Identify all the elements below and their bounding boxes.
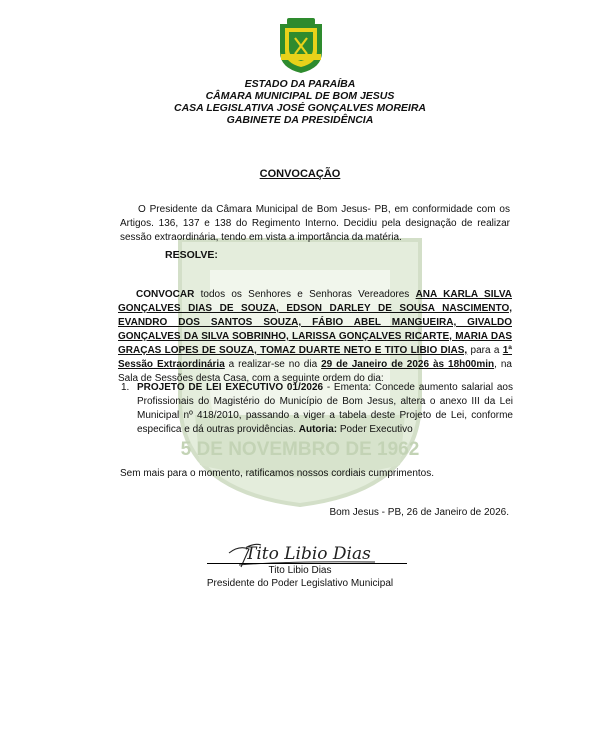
svg-text:Tito Libio Dias: Tito Libio Dias (245, 544, 371, 564)
watermark-text: 5 DE NOVEMBRO DE 1962 (180, 439, 420, 460)
agenda-item-title: PROJETO DE LEI EXECUTIVO 01/2026 (137, 382, 324, 393)
municipal-crest-logo (277, 18, 325, 74)
intro-paragraph: O Presidente da Câmara Municipal de Bom Jesus- PB, em conformidade com os Artigos. 136, 137 e 138 do Regimento Interno. Decidiu pela designação de realizar sessão extraordinária, tendo em vista a importância da matéria. (120, 204, 510, 243)
closing-text: Sem mais para o momento, ratificamos nossos cordiais cumprimentos. (120, 468, 435, 479)
header-office: GABINETE DA PRESIDÊNCIA (226, 114, 374, 126)
agenda-list (121, 381, 513, 437)
agenda-item-author-label: Autoria: (298, 424, 338, 435)
header-house: CASA LEGISLATIVA JOSÉ GONÇALVES MOREIRA (173, 102, 427, 114)
session-name: 1ª Sessão Extraordinária (118, 345, 512, 370)
agenda-item (121, 381, 513, 437)
agenda-item-description: - Ementa: Concede aumento salarial aos Profissionais do Magistério do Município de Bom Jesus, altera o anexo III da Lei Municipal nº 418/2010, passando a viger a tabela deste Projeto de Lei, conforme especifica e dá outras providências. (137, 382, 513, 435)
signer-name: Tito Libio Dias (268, 565, 332, 576)
convocar-verb: CONVOCAR (136, 289, 195, 300)
place-date: Bom Jesus - PB, 26 de Janeiro de 2026. (329, 507, 509, 518)
convocation-paragraph: CONVOCAR todos os Senhores e Senhoras Vereadores ANA KARLA SILVA GONÇALVES DIAS DE SOUZA, EDSON DARLEY DE SOUSA NASCIMENTO, EVANDRO DOS SANTOS SOUZA, FÁBIO ABEL MANGUEIRA, GIVALDO GONÇALVES DA SILVA SOBRINHO, LARISSA GONÇALVES RICARTE, MARIA DAS GRAÇAS LOPES DE SOUZA, TOMAZ DUARTE NETO E TITO LIBIO DIAS, para a 1ª Sessão Extraordinária a realizar-se no dia 29 de Janeiro de 2026 às 18h00min, na Sala de Sessões desta Casa, com a seguinte ordem do dia: (118, 289, 512, 384)
session-datetime: 29 de Janeiro de 2026 às 18h00min (321, 359, 495, 370)
signer-role: Presidente do Poder Legislativo Municipal (206, 578, 394, 589)
header-state: ESTADO DA PARAÍBA (244, 78, 356, 90)
signer-block (0, 564, 600, 590)
agenda-item-author: Poder Executivo (337, 424, 413, 435)
document-title: CONVOCAÇÃO (259, 168, 341, 180)
document-header (0, 78, 600, 126)
resolve-heading: RESOLVE: (165, 249, 218, 261)
header-chamber: CÂMARA MUNICIPAL DE BOM JESUS (205, 90, 395, 102)
councillor-names: ANA KARLA SILVA GONÇALVES DIAS DE SOUZA, EDSON DARLEY DE SOUSA NASCIMENTO, EVANDRO DOS SANTOS SOUZA, FÁBIO ABEL MANGUEIRA, GIVALDO GONÇALVES DA SILVA SOBRINHO, LARISSA GONÇALVES RICARTE, MARIA DAS GRAÇAS LOPES DE SOUZA, TOMAZ DUARTE NETO E TITO LIBIO DIAS, (118, 289, 512, 356)
agenda-item-number: 1. (121, 382, 130, 393)
